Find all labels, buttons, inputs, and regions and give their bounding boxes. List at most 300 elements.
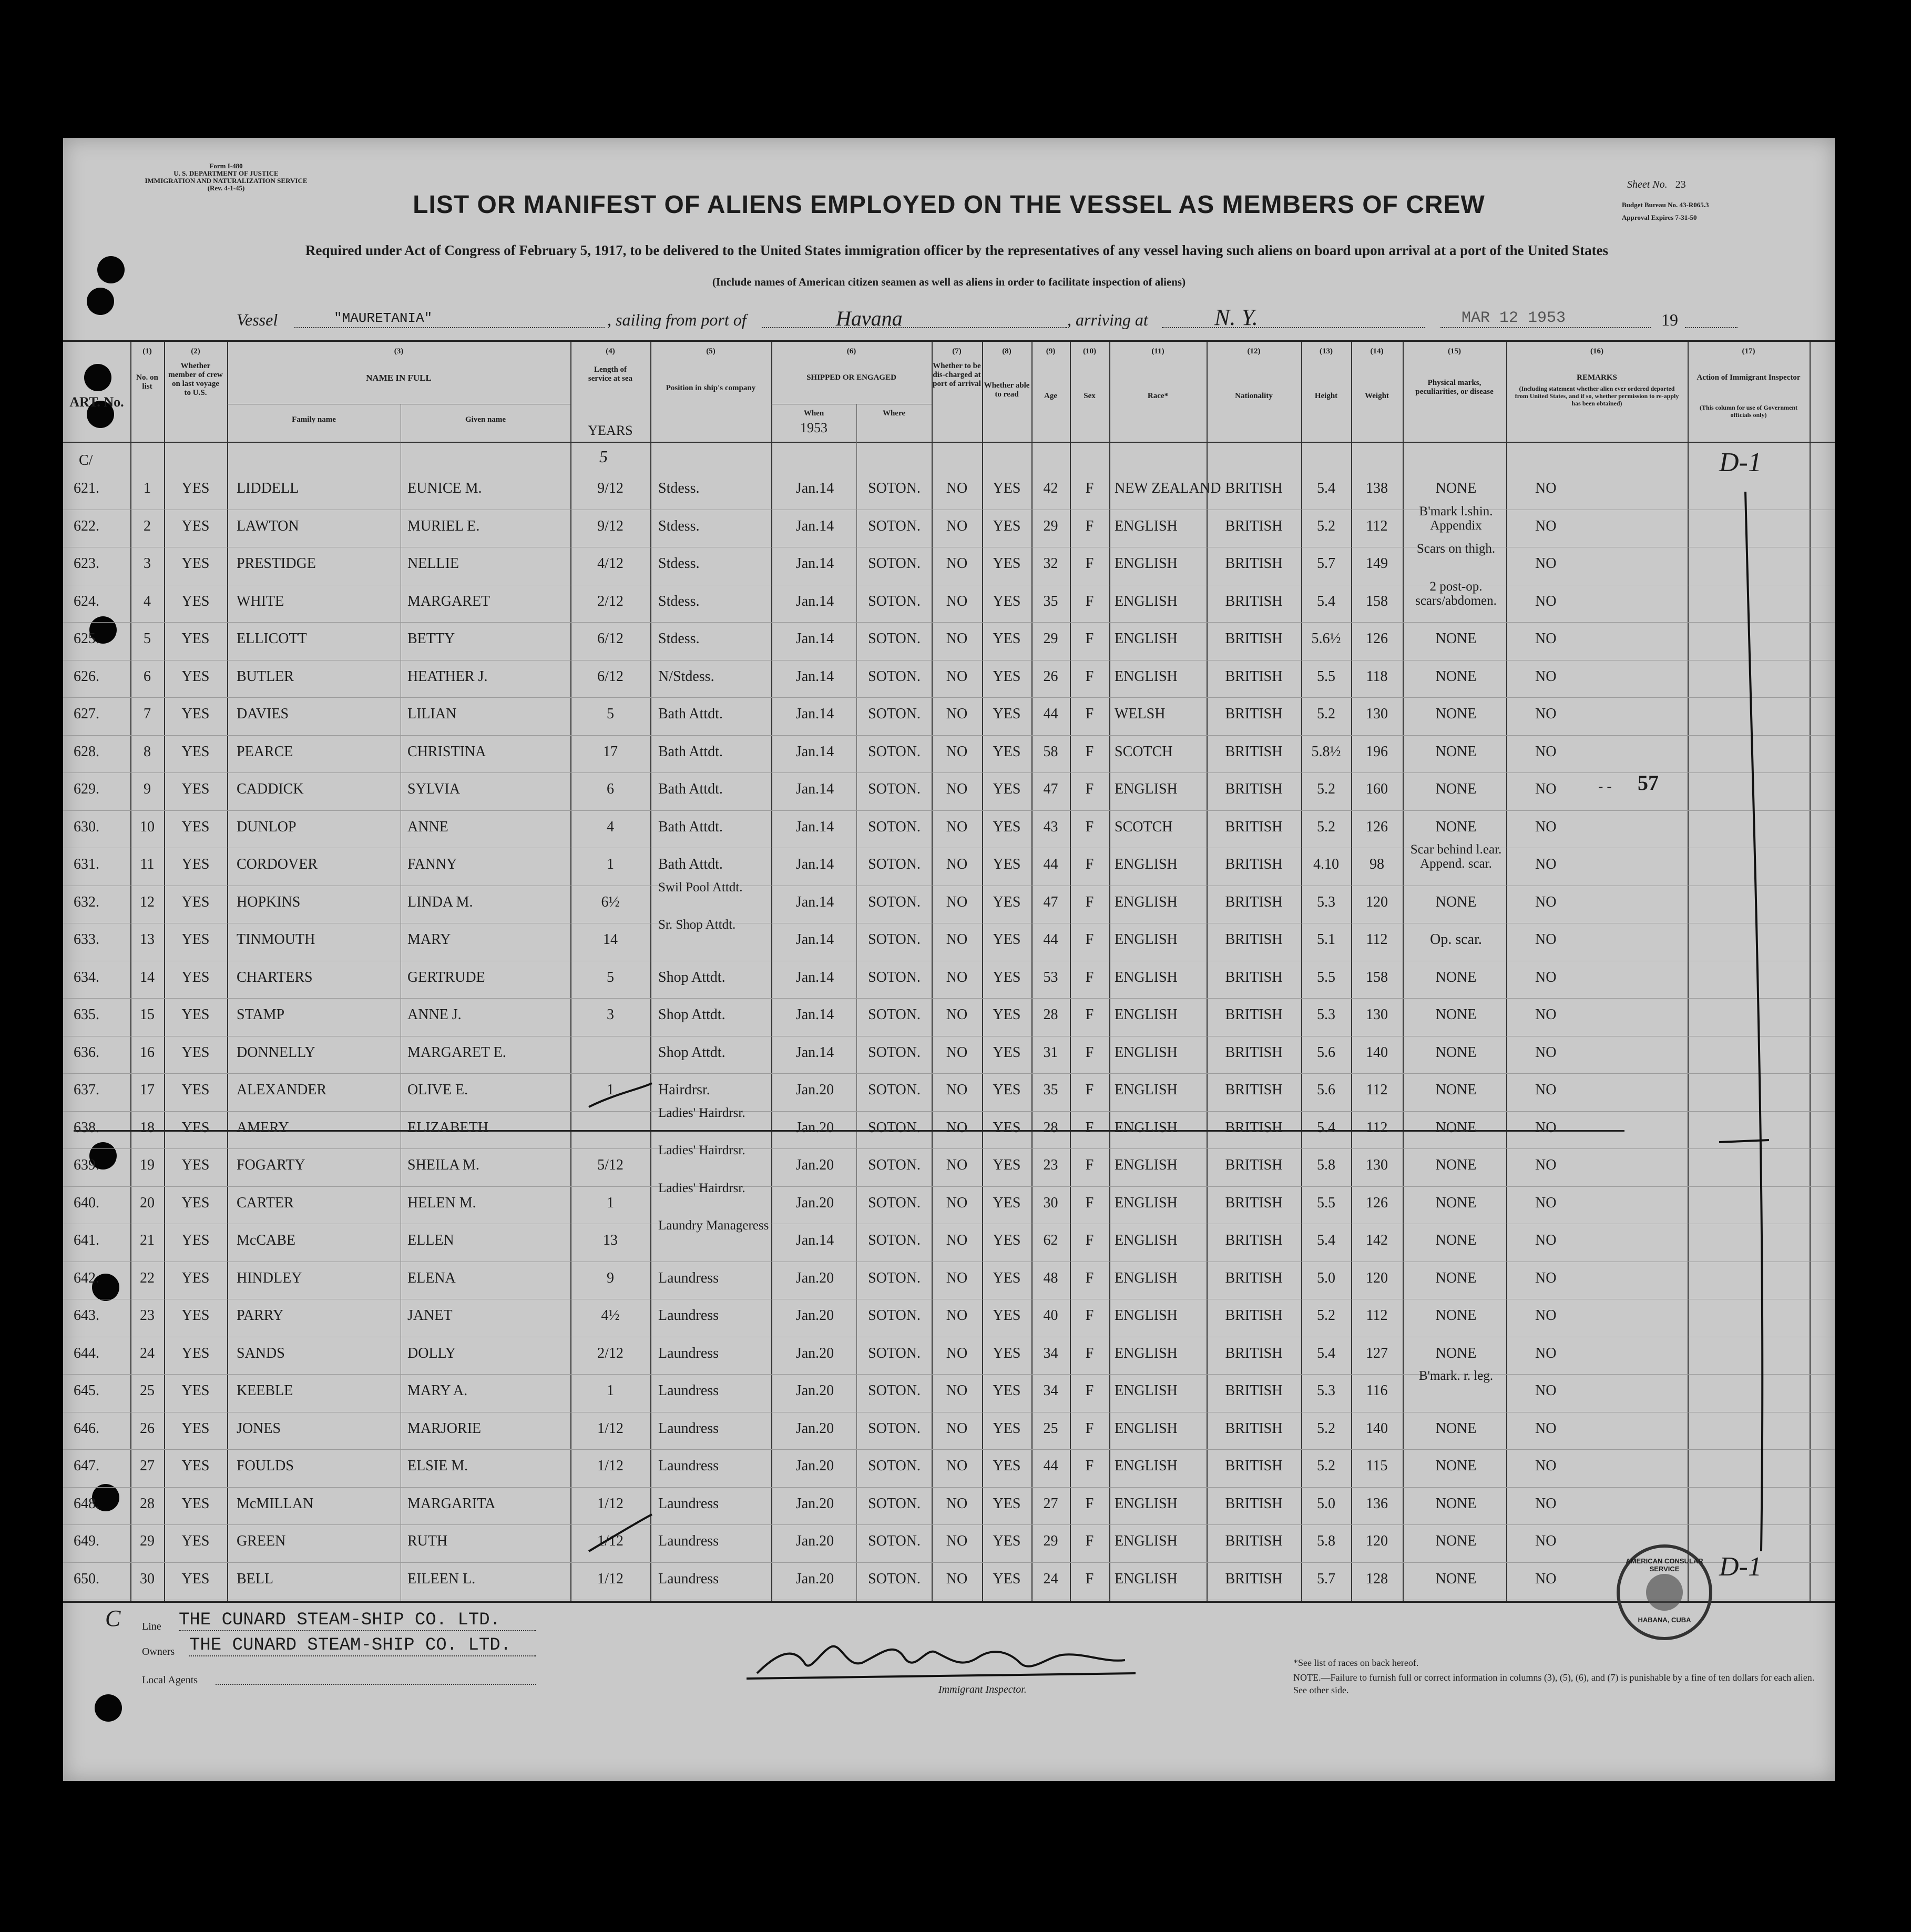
arrival-date-stamp: MAR 12 1953 bbox=[1462, 309, 1566, 327]
cell-crew: YES bbox=[181, 1458, 210, 1474]
cell-no: 13 bbox=[140, 931, 155, 948]
cell-race: ENGLISH bbox=[1115, 1269, 1178, 1286]
cell-art: 635. bbox=[74, 1006, 99, 1023]
sheet-number bbox=[1627, 179, 1686, 191]
count-annotation: 57 bbox=[1638, 771, 1659, 795]
cell-when: Jan.20 bbox=[795, 1420, 834, 1437]
year-label: 19 bbox=[1661, 310, 1678, 329]
cell-service: 1/12 bbox=[597, 1533, 624, 1549]
cell-disch: NO bbox=[946, 1194, 968, 1211]
cell-position: Laundress bbox=[658, 1269, 719, 1286]
cell-height: 5.3 bbox=[1317, 1382, 1335, 1399]
cell-given: ELIZABETH bbox=[407, 1119, 488, 1136]
cell-when: Jan.14 bbox=[795, 969, 834, 985]
cell-sex: F bbox=[1085, 969, 1094, 985]
cell-height: 5.6 bbox=[1317, 1082, 1335, 1098]
cell-nat: BRITISH bbox=[1225, 893, 1283, 910]
cell-weight: 160 bbox=[1366, 781, 1388, 797]
cell-height: 5.4 bbox=[1317, 593, 1335, 609]
cell-read: YES bbox=[993, 818, 1021, 835]
cell-when: Jan.14 bbox=[795, 931, 834, 948]
cell-no: 12 bbox=[140, 893, 155, 910]
cell-crew: YES bbox=[181, 1082, 210, 1098]
cell-no: 30 bbox=[140, 1570, 155, 1587]
cell-no: 16 bbox=[140, 1044, 155, 1061]
sailing-label: , sailing from port of bbox=[607, 310, 747, 329]
cell-sex: F bbox=[1085, 781, 1094, 797]
cell-when: Jan.20 bbox=[795, 1533, 834, 1549]
cell-position: Hairdrsr. bbox=[658, 1082, 710, 1098]
cell-race: ENGLISH bbox=[1115, 893, 1178, 910]
cell-height: 5.2 bbox=[1317, 818, 1335, 835]
cell-weight: 126 bbox=[1366, 631, 1388, 647]
cell-sex: F bbox=[1085, 480, 1094, 496]
cell-no: 26 bbox=[140, 1420, 155, 1437]
cell-given: CHRISTINA bbox=[407, 743, 486, 760]
cell-family: PARRY bbox=[237, 1307, 284, 1324]
cell-weight: 140 bbox=[1366, 1420, 1388, 1437]
cell-art: 639. bbox=[74, 1157, 99, 1173]
cell-remarks: NO bbox=[1535, 1044, 1557, 1061]
cell-read: YES bbox=[993, 1232, 1021, 1248]
cell-art: 636. bbox=[74, 1044, 99, 1061]
action-annotation-top: D-1 bbox=[1719, 448, 1762, 477]
cell-given: DOLLY bbox=[407, 1345, 456, 1361]
form-number: Form I-480 bbox=[209, 162, 243, 170]
cell-sex: F bbox=[1085, 1006, 1094, 1023]
cell-age: 28 bbox=[1043, 1119, 1058, 1136]
cell-race: SCOTCH bbox=[1115, 743, 1173, 760]
cell-race: ENGLISH bbox=[1115, 555, 1178, 572]
cell-art: 624. bbox=[74, 593, 99, 609]
cell-disch: NO bbox=[946, 1345, 968, 1361]
cell-age: 35 bbox=[1043, 1082, 1058, 1098]
header-c9-num: (9) bbox=[1046, 347, 1056, 355]
cell-height: 5.8½ bbox=[1311, 743, 1341, 760]
header-c9: Age bbox=[1044, 392, 1057, 400]
cell-given: GERTRUDE bbox=[407, 969, 485, 985]
cell-race: ENGLISH bbox=[1115, 1194, 1178, 1211]
agents-value-line bbox=[216, 1673, 536, 1685]
sailing-port: Havana bbox=[836, 307, 903, 330]
cell-service: 3 bbox=[607, 1006, 614, 1023]
cell-service: 5 bbox=[607, 969, 614, 985]
cell-race: ENGLISH bbox=[1115, 1495, 1178, 1512]
cell-weight: 115 bbox=[1366, 1458, 1388, 1474]
cell-position: Shop Attdt. bbox=[658, 1044, 725, 1061]
cell-crew: YES bbox=[181, 1495, 210, 1512]
cell-nat: BRITISH bbox=[1225, 1570, 1283, 1587]
cell-nat: BRITISH bbox=[1225, 668, 1283, 685]
cell-position: Laundress bbox=[658, 1345, 719, 1361]
cell-sex: F bbox=[1085, 668, 1094, 685]
cell-service: 1/12 bbox=[597, 1570, 624, 1587]
cell-given: ELSIE M. bbox=[407, 1458, 468, 1474]
arriving-label: , arriving at bbox=[1067, 310, 1148, 329]
cell-family: LAWTON bbox=[237, 517, 299, 534]
cell-marks: NONE bbox=[1435, 1194, 1477, 1211]
cell-sex: F bbox=[1085, 1307, 1094, 1324]
cell-given: LINDA M. bbox=[407, 893, 473, 910]
cell-remarks: NO bbox=[1535, 593, 1557, 609]
cell-art: 631. bbox=[74, 856, 99, 872]
agents-label: Local Agents bbox=[142, 1674, 198, 1686]
cell-service: 2/12 bbox=[597, 593, 624, 609]
cell-service: 4½ bbox=[601, 1307, 620, 1324]
cell-age: 29 bbox=[1043, 517, 1058, 534]
cell-height: 5.2 bbox=[1317, 781, 1335, 797]
cell-when: Jan.20 bbox=[795, 1307, 834, 1324]
cell-position: Swil Pool Attdt. bbox=[658, 880, 743, 894]
cell-where: SOTON. bbox=[868, 480, 921, 496]
cell-marks: NONE bbox=[1435, 818, 1477, 835]
cell-disch: NO bbox=[946, 1082, 968, 1098]
cell-remarks: NO bbox=[1535, 706, 1557, 722]
cell-no: 18 bbox=[140, 1119, 155, 1136]
cell-race: ENGLISH bbox=[1115, 1006, 1178, 1023]
cell-given: JANET bbox=[407, 1307, 453, 1324]
cell-remarks: NO bbox=[1535, 1382, 1557, 1399]
cell-art: 646. bbox=[74, 1420, 99, 1437]
cell-race: ENGLISH bbox=[1115, 1382, 1178, 1399]
cell-service: 1/12 bbox=[597, 1495, 624, 1512]
cell-marks: Scar behind l.ear. Append. scar. bbox=[1410, 842, 1502, 871]
vessel-row bbox=[63, 306, 1835, 332]
cell-crew: YES bbox=[181, 1269, 210, 1286]
cell-height: 5.6 bbox=[1317, 1044, 1335, 1061]
cell-marks: Scars on thigh. bbox=[1416, 542, 1496, 556]
cell-sex: F bbox=[1085, 1495, 1094, 1512]
revision: (Rev. 4-1-45) bbox=[207, 184, 245, 192]
cell-marks: NONE bbox=[1435, 631, 1477, 647]
cell-when: Jan.14 bbox=[795, 631, 834, 647]
cell-crew: YES bbox=[181, 856, 210, 872]
cell-weight: 142 bbox=[1366, 1232, 1388, 1248]
cell-disch: NO bbox=[946, 781, 968, 797]
cell-when: Jan.20 bbox=[795, 1157, 834, 1173]
cell-weight: 120 bbox=[1366, 1533, 1388, 1549]
inspector-label: Immigrant Inspector. bbox=[938, 1684, 1027, 1695]
cell-art: 644. bbox=[74, 1345, 99, 1361]
cell-no: 20 bbox=[140, 1194, 155, 1211]
cell-service: 6/12 bbox=[597, 631, 624, 647]
cell-given: SHEILA M. bbox=[407, 1157, 479, 1173]
header-c14-num: (14) bbox=[1370, 347, 1384, 355]
cell-when: Jan.20 bbox=[795, 1345, 834, 1361]
cell-family: ALEXANDER bbox=[237, 1082, 327, 1098]
cell-position: Laundress bbox=[658, 1533, 719, 1549]
header-given-name: Given name bbox=[465, 415, 506, 424]
cell-crew: YES bbox=[181, 1382, 210, 1399]
cell-where: SOTON. bbox=[868, 1570, 921, 1587]
cell-weight: 112 bbox=[1366, 1119, 1388, 1136]
cell-no: 19 bbox=[140, 1157, 155, 1173]
cell-service: 5 bbox=[607, 706, 614, 722]
form-identifier bbox=[137, 162, 315, 192]
cell-remarks: NO bbox=[1535, 1119, 1557, 1136]
cell-sex: F bbox=[1085, 1382, 1094, 1399]
cell-no: 25 bbox=[140, 1382, 155, 1399]
cell-height: 5.0 bbox=[1317, 1495, 1335, 1512]
cell-family: McMILLAN bbox=[237, 1495, 314, 1512]
cell-marks: NONE bbox=[1435, 1307, 1477, 1324]
cell-age: 58 bbox=[1043, 743, 1058, 760]
cell-service: 13 bbox=[603, 1232, 618, 1248]
cell-crew: YES bbox=[181, 1157, 210, 1173]
cell-no: 29 bbox=[140, 1533, 155, 1549]
budget-bureau: Budget Bureau No. 43-R065.3 bbox=[1622, 201, 1709, 209]
cell-family: DUNLOP bbox=[237, 818, 297, 835]
cell-nat: BRITISH bbox=[1225, 1307, 1283, 1324]
cell-given: ELLEN bbox=[407, 1232, 454, 1248]
cell-race: ENGLISH bbox=[1115, 856, 1178, 872]
cell-family: FOGARTY bbox=[237, 1157, 305, 1173]
cell-remarks: NO bbox=[1535, 555, 1557, 572]
cell-when: Jan.20 bbox=[795, 1194, 834, 1211]
cell-position: Laundress bbox=[658, 1570, 719, 1587]
cell-family: BUTLER bbox=[237, 668, 294, 685]
cell-disch: NO bbox=[946, 1570, 968, 1587]
consular-stamp bbox=[1617, 1544, 1712, 1640]
cell-weight: 120 bbox=[1366, 1269, 1388, 1286]
cell-nat: BRITISH bbox=[1225, 1006, 1283, 1023]
cell-weight: 112 bbox=[1366, 517, 1388, 534]
cell-read: YES bbox=[993, 1533, 1021, 1549]
cell-crew: YES bbox=[181, 706, 210, 722]
cell-age: 28 bbox=[1043, 1006, 1058, 1023]
cell-position: Shop Attdt. bbox=[658, 1006, 725, 1023]
cell-art: 641. bbox=[74, 1232, 99, 1248]
cell-crew: YES bbox=[181, 631, 210, 647]
cell-height: 5.2 bbox=[1317, 1420, 1335, 1437]
cell-when: Jan.14 bbox=[795, 517, 834, 534]
cell-remarks: NO bbox=[1535, 818, 1557, 835]
header-c5: Position in ship's company bbox=[666, 384, 756, 392]
cell-crew: YES bbox=[181, 893, 210, 910]
cell-when: Jan.14 bbox=[795, 893, 834, 910]
cell-position: Ladies' Hairdrsr. bbox=[658, 1181, 745, 1195]
cell-position: Stdess. bbox=[658, 517, 700, 534]
cell-disch: NO bbox=[946, 931, 968, 948]
cell-sex: F bbox=[1085, 1232, 1094, 1248]
cell-remarks: NO bbox=[1535, 969, 1557, 985]
cell-art: 632. bbox=[74, 893, 99, 910]
cell-remarks: NO bbox=[1535, 480, 1557, 496]
cell-crew: YES bbox=[181, 781, 210, 797]
cell-age: 32 bbox=[1043, 555, 1058, 572]
vessel-name: "MAURETANIA" bbox=[334, 310, 433, 326]
cell-height: 5.1 bbox=[1317, 931, 1335, 948]
cell-crew: YES bbox=[181, 1420, 210, 1437]
footer-c-mark: C bbox=[105, 1605, 121, 1631]
cell-sex: F bbox=[1085, 818, 1094, 835]
cell-height: 5.8 bbox=[1317, 1157, 1335, 1173]
cell-weight: 98 bbox=[1370, 856, 1384, 872]
cell-disch: NO bbox=[946, 1006, 968, 1023]
cell-where: SOTON. bbox=[868, 856, 921, 872]
cell-race: ENGLISH bbox=[1115, 1157, 1178, 1173]
cell-family: CHARTERS bbox=[237, 969, 313, 985]
cell-nat: BRITISH bbox=[1225, 555, 1283, 572]
cell-no: 1 bbox=[144, 480, 151, 496]
header-where: Where bbox=[882, 409, 906, 418]
cell-art: 634. bbox=[74, 969, 99, 985]
cell-read: YES bbox=[993, 969, 1021, 985]
cell-where: SOTON. bbox=[868, 1495, 921, 1512]
cell-marks: NONE bbox=[1435, 1345, 1477, 1361]
cell-service: 4 bbox=[607, 818, 614, 835]
cell-family: FOULDS bbox=[237, 1458, 294, 1474]
cell-marks: NONE bbox=[1435, 1006, 1477, 1023]
cell-read: YES bbox=[993, 743, 1021, 760]
cell-height: 5.2 bbox=[1317, 517, 1335, 534]
cell-marks: NONE bbox=[1435, 480, 1477, 496]
cell-when: Jan.20 bbox=[795, 1570, 834, 1587]
cell-nat: BRITISH bbox=[1225, 706, 1283, 722]
header-c13: Height bbox=[1314, 392, 1338, 400]
cell-where: SOTON. bbox=[868, 1006, 921, 1023]
cell-race: ENGLISH bbox=[1115, 1420, 1178, 1437]
cell-marks: NONE bbox=[1435, 706, 1477, 722]
cell-art: 640. bbox=[74, 1194, 99, 1211]
inspector-signature bbox=[747, 1631, 1146, 1689]
cell-family: AMERY bbox=[237, 1119, 289, 1136]
cell-family: GREEN bbox=[237, 1533, 286, 1549]
cell-position: Bath Attdt. bbox=[658, 706, 723, 722]
cell-weight: 112 bbox=[1366, 931, 1388, 948]
cell-sex: F bbox=[1085, 1119, 1094, 1136]
cell-family: SANDS bbox=[237, 1345, 285, 1361]
cell-where: SOTON. bbox=[868, 1232, 921, 1248]
header-c7-num: (7) bbox=[952, 347, 962, 355]
cell-nat: BRITISH bbox=[1225, 969, 1283, 985]
cell-no: 8 bbox=[144, 743, 151, 760]
cell-family: TINMOUTH bbox=[237, 931, 315, 948]
cell-nat: BRITISH bbox=[1225, 1495, 1283, 1512]
cell-read: YES bbox=[993, 1006, 1021, 1023]
cell-marks: NONE bbox=[1435, 1570, 1477, 1587]
header-when: When bbox=[803, 409, 824, 418]
cell-age: 44 bbox=[1043, 706, 1058, 722]
cell-height: 4.10 bbox=[1313, 856, 1339, 872]
cell-when: Jan.14 bbox=[795, 1232, 834, 1248]
cell-marks: NONE bbox=[1435, 668, 1477, 685]
cell-marks: B'mark l.shin. Appendix bbox=[1419, 504, 1493, 533]
cell-where: SOTON. bbox=[868, 1269, 921, 1286]
cell-age: 30 bbox=[1043, 1194, 1058, 1211]
cell-weight: 158 bbox=[1366, 593, 1388, 609]
header-c15: Physical marks, peculiarities, or disease bbox=[1415, 379, 1494, 396]
cell-given: BETTY bbox=[407, 631, 455, 647]
cell-no: 28 bbox=[140, 1495, 155, 1512]
sheet-value: 23 bbox=[1675, 179, 1686, 190]
cell-height: 5.5 bbox=[1317, 1194, 1335, 1211]
approval-expires: Approval Expires 7-31-50 bbox=[1622, 213, 1697, 221]
cell-given: ELENA bbox=[407, 1269, 456, 1286]
cell-race: ENGLISH bbox=[1115, 631, 1178, 647]
cell-nat: BRITISH bbox=[1225, 1119, 1283, 1136]
cell-read: YES bbox=[993, 1570, 1021, 1587]
cell-position: Stdess. bbox=[658, 555, 700, 572]
cell-given: EUNICE M. bbox=[407, 480, 482, 496]
cell-when: Jan.14 bbox=[795, 1044, 834, 1061]
cell-nat: BRITISH bbox=[1225, 480, 1283, 496]
cell-position: Bath Attdt. bbox=[658, 743, 723, 760]
cell-age: 40 bbox=[1043, 1307, 1058, 1324]
cell-crew: YES bbox=[181, 1570, 210, 1587]
cell-remarks: NO bbox=[1535, 931, 1557, 948]
cell-where: SOTON. bbox=[868, 743, 921, 760]
cell-remarks: NO bbox=[1535, 1157, 1557, 1173]
cell-nat: BRITISH bbox=[1225, 517, 1283, 534]
cell-disch: NO bbox=[946, 631, 968, 647]
budget-info bbox=[1622, 199, 1759, 224]
action-annotation-bottom: D-1 bbox=[1719, 1552, 1762, 1582]
cell-family: DONNELLY bbox=[237, 1044, 315, 1061]
header-c4-num: (4) bbox=[606, 347, 615, 355]
c-mark: C/ bbox=[79, 452, 93, 469]
cell-marks: NONE bbox=[1435, 1157, 1477, 1173]
cell-read: YES bbox=[993, 1495, 1021, 1512]
cell-age: 25 bbox=[1043, 1420, 1058, 1437]
cell-given: OLIVE E. bbox=[407, 1082, 468, 1098]
cell-art: 623. bbox=[74, 555, 99, 572]
cell-disch: NO bbox=[946, 1495, 968, 1512]
cell-where: SOTON. bbox=[868, 668, 921, 685]
cell-when: Jan.14 bbox=[795, 781, 834, 797]
cell-position: Bath Attdt. bbox=[658, 856, 723, 872]
cell-given: NELLIE bbox=[407, 555, 459, 572]
cell-given: HELEN M. bbox=[407, 1194, 476, 1211]
cell-art: 630. bbox=[74, 818, 99, 835]
cell-when: Jan.20 bbox=[795, 1119, 834, 1136]
cell-crew: YES bbox=[181, 517, 210, 534]
header-c13-num: (13) bbox=[1320, 347, 1333, 355]
cell-no: 17 bbox=[140, 1082, 155, 1098]
cell-no: 9 bbox=[144, 781, 151, 797]
cell-art: 622. bbox=[74, 517, 99, 534]
cell-height: 5.2 bbox=[1317, 1307, 1335, 1324]
cell-crew: YES bbox=[181, 480, 210, 496]
cell-position: Laundry Manageress bbox=[658, 1218, 769, 1233]
cell-when: Jan.20 bbox=[795, 1458, 834, 1474]
header-c2-num: (2) bbox=[191, 347, 200, 355]
cell-crew: YES bbox=[181, 931, 210, 948]
cell-no: 21 bbox=[140, 1232, 155, 1248]
cell-service: 9/12 bbox=[597, 517, 624, 534]
cell-height: 5.4 bbox=[1317, 480, 1335, 496]
header-c4: Length of service at sea bbox=[588, 365, 633, 383]
cell-art: 645. bbox=[74, 1382, 99, 1399]
cell-sex: F bbox=[1085, 555, 1094, 572]
cell-race: ENGLISH bbox=[1115, 668, 1178, 685]
cell-height: 5.0 bbox=[1317, 1269, 1335, 1286]
cell-family: CADDICK bbox=[237, 781, 304, 797]
cell-service: 1/12 bbox=[597, 1458, 624, 1474]
cell-age: 23 bbox=[1043, 1157, 1058, 1173]
cell-remarks: NO bbox=[1535, 1232, 1557, 1248]
cell-family: PEARCE bbox=[237, 743, 293, 760]
cell-remarks: NO bbox=[1535, 1570, 1557, 1587]
cell-read: YES bbox=[993, 1269, 1021, 1286]
cell-nat: BRITISH bbox=[1225, 931, 1283, 948]
cell-race: ENGLISH bbox=[1115, 1044, 1178, 1061]
cell-art: 627. bbox=[74, 706, 99, 722]
cell-marks: NONE bbox=[1435, 743, 1477, 760]
cell-nat: BRITISH bbox=[1225, 1232, 1283, 1248]
cell-crew: YES bbox=[181, 593, 210, 609]
cell-remarks: NO bbox=[1535, 631, 1557, 647]
